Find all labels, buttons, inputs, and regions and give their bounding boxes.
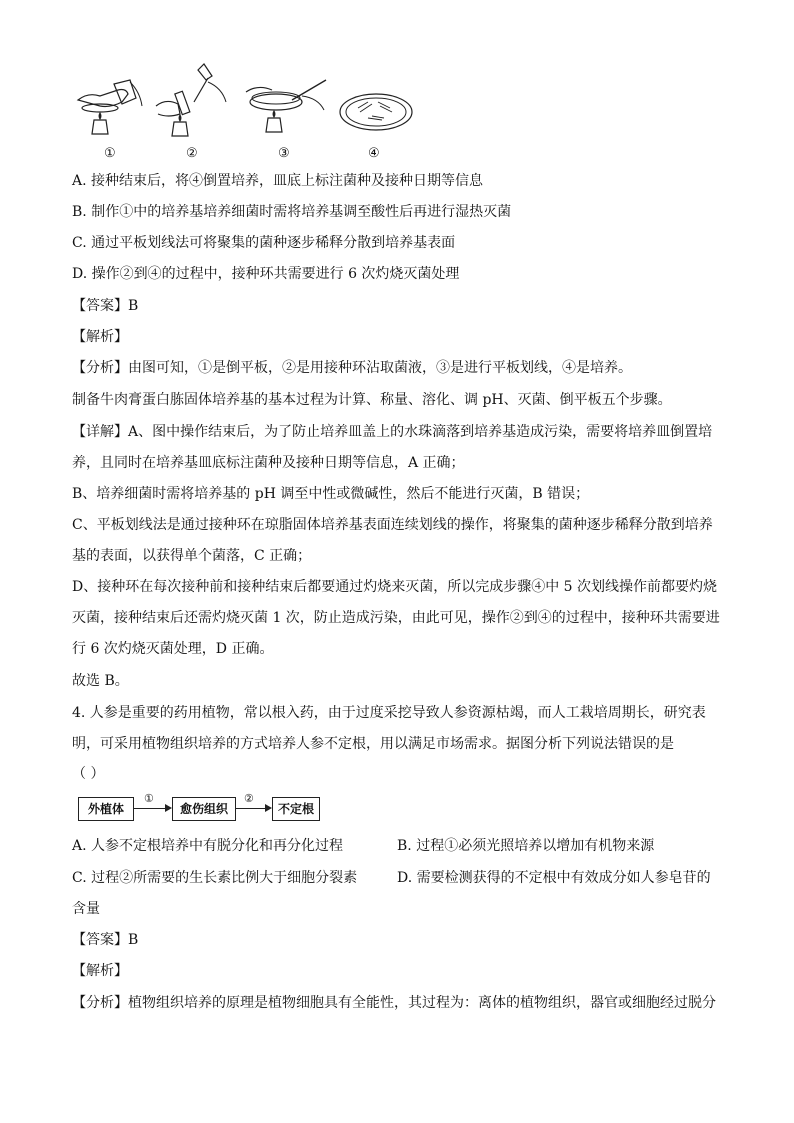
q4-answer: 【答案】B: [72, 932, 139, 948]
q3-analysis-line: 行 6 次灼烧灭菌处理，D 正确。: [72, 641, 274, 657]
q4-option-a: A. 人参不定根培养中有脱分化和再分化过程: [72, 838, 344, 854]
q3-conclusion: 故选 B。: [72, 673, 129, 689]
q3-option-a: A. 接种结束后，将④倒置培养，皿底上标注菌种及接种日期等信息: [72, 173, 484, 189]
flow-step-1: ①: [144, 792, 154, 805]
q4-stem-line: 4. 人参是重要的药用植物，常以根入药，由于过度采挖导致人参资源枯竭，而人工栽培周期长，研究表: [72, 705, 706, 721]
flow-box-explant: 外植体: [78, 797, 134, 821]
q4-stem-line: 明，可采用植物组织培养的方式培养人参不定根，用以满足市场需求。据图分析下列说法错误的是: [72, 736, 674, 752]
q4-option-c: C. 过程②所需要的生长素比例大于细胞分裂素: [72, 870, 358, 886]
q4-answer-blank: （ ）: [72, 766, 105, 782]
q3-option-d: D. 操作②到④的过程中，接种环共需要进行 6 次灼烧灭菌处理: [72, 266, 460, 282]
figure-label-1: ①: [104, 146, 116, 161]
q4-option-d-continued: 含量: [72, 901, 100, 917]
figure-label-3: ③: [278, 146, 290, 161]
flow-step-2: ②: [244, 792, 254, 805]
q4-analysis-title: 【解析】: [72, 963, 128, 979]
q3-analysis-line: 灭菌，接种结束后还需灼烧灭菌 1 次，防止造成污染，由此可见，操作②到④的过程中，接种环共需要进: [72, 610, 720, 626]
q3-analysis-line: 基的表面，以获得单个菌落，C 正确；: [72, 548, 312, 564]
q3-analysis-line: 制备牛肉膏蛋白胨固体培养基的基本过程为计算、称量、溶化、调 pH、灭菌、倒平板五个步骤。: [72, 392, 672, 408]
experiment-figure: [70, 62, 430, 162]
q3-analysis-line: 【详解】A、图中操作结束后，为了防止培养皿盖上的水珠滴落到培养基造成污染，需要将培养皿倒置培: [72, 424, 713, 440]
q4-option-b: B. 过程①必须光照培养以增加有机物来源: [397, 838, 655, 854]
flow-box-callus: 愈伤组织: [172, 797, 236, 821]
pour-plate-drawing: [70, 62, 150, 142]
streak-plate-drawing: [242, 62, 332, 142]
q3-analysis-title: 【解析】: [72, 329, 128, 345]
culture-plate-drawing: [338, 90, 418, 140]
q4-analysis-line: 【分析】植物组织培养的原理是植物细胞具有全能性，其过程为：离体的植物组织，器官或细胞经过脱分: [72, 995, 716, 1011]
q3-analysis-line: D、接种环在每次接种前和接种结束后都要通过灼烧来灭菌，所以完成步骤④中 5 次划线操作前都要灼烧: [72, 579, 718, 595]
q3-analysis-line: 【分析】由图可知，①是倒平板，②是用接种环沾取菌液，③是进行平板划线，④是培养。: [72, 360, 632, 376]
q3-answer: 【答案】B: [72, 298, 139, 314]
tissue-culture-flowchart: [78, 792, 318, 823]
q3-analysis-line: C、平板划线法是通过接种环在琼脂固体培养基表面连续划线的操作，将聚集的菌种逐步稀释分散到培养: [72, 517, 713, 533]
figure-label-2: ②: [186, 146, 198, 161]
flow-arrow-1: [134, 808, 170, 809]
figure-label-4: ④: [368, 146, 380, 161]
flow-box-adventitious-root: 不定根: [272, 797, 320, 821]
q3-option-c: C. 通过平板划线法可将聚集的菌种逐步稀释分散到培养基表面: [72, 235, 456, 251]
q3-analysis-line: B、培养细菌时需将培养基的 pH 调至中性或微碱性，然后不能进行灭菌，B 错误；: [72, 486, 590, 502]
flow-arrow-2: [236, 808, 270, 809]
q3-analysis-line: 养，且同时在培养基皿底标注菌种及接种日期等信息，A 正确；: [72, 455, 465, 471]
q3-option-b: B. 制作①中的培养基培养细菌时需将培养基调至酸性后再进行湿热灭菌: [72, 204, 512, 220]
dip-loop-drawing: [152, 62, 232, 142]
q4-option-d: D. 需要检测获得的不定根中有效成分如人参皂苷的: [397, 870, 711, 886]
